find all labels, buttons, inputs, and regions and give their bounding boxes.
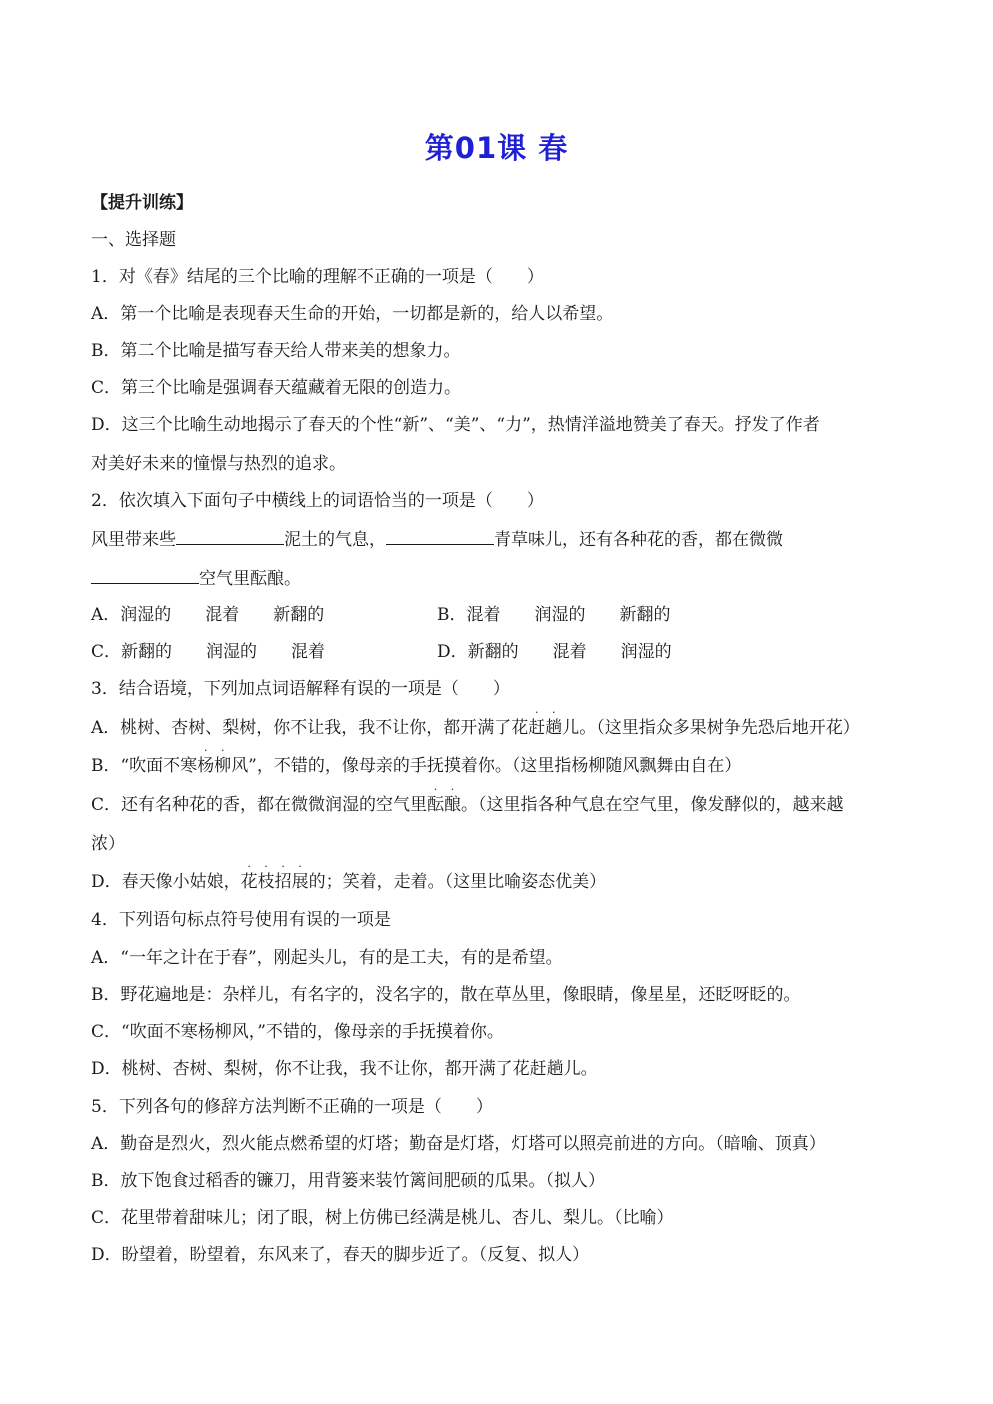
q5-option-c: C．花里带着甜味儿；闭了眼，树上仿佛已经满是桃儿、杏儿、梨儿。（比喻） bbox=[91, 1208, 674, 1228]
q3-stem: 3．结合语境，下列加点词语解释有误的一项是（ ） bbox=[91, 679, 510, 699]
q3-a-note: 儿。（这里指众多果树争先恐后地开花） bbox=[562, 718, 860, 738]
q3-b-text: B．“吹面不寒 bbox=[91, 756, 198, 776]
q5-option-d: D．盼望着，盼望着，东风来了，春天的脚步近了。（反复、拟人） bbox=[91, 1245, 590, 1265]
q1-option-c: C．第三个比喻是强调春天蕴藏着无限的创造力。 bbox=[91, 378, 462, 398]
q2-sentence-part2: 泥土的气息， bbox=[284, 530, 386, 550]
dotted-word: · · 杨柳 bbox=[197, 744, 232, 776]
q3-d-note: 的；笑着，走着。（这里比喻姿态优美） bbox=[308, 872, 607, 892]
q3-option-b bbox=[91, 744, 901, 778]
q1-option-a: A．第一个比喻是表现春天生命的开始，一切都是新的，给人以希望。 bbox=[91, 304, 614, 324]
fill-blank-3 bbox=[91, 566, 199, 584]
q3-option-c bbox=[91, 783, 901, 817]
q4-option-a: A．“一年之计在于春”，刚起头儿，有的是工夫，有的是希望。 bbox=[91, 948, 563, 968]
dotted-word-text: 杨柳 bbox=[197, 756, 232, 776]
q3-a-text: A．桃树、杏树、梨树，你不让我，我不让你，都开满了花 bbox=[91, 718, 529, 738]
q5-option-b: B．放下饱食过稻香的镰刀，用背篓来装竹篱间肥硕的瓜果。（拟人） bbox=[91, 1171, 605, 1191]
dotted-word-text: 酝酿 bbox=[427, 795, 462, 815]
q3-d-text: D．春天像小姑娘， bbox=[91, 872, 241, 892]
q2-stem: 2．依次填入下面句子中横线上的词语恰当的一项是（ ） bbox=[91, 491, 544, 511]
q2-sentence-part4: 空气里酝酿。 bbox=[199, 569, 301, 589]
section-label: 【提升训练】 bbox=[91, 193, 193, 213]
q2-sentence-part3: 青草味儿，还有各种花的香，都在微微 bbox=[494, 530, 783, 550]
dotted-word: · · 赶趟 bbox=[528, 706, 563, 738]
q2-option-b: B．混着 润湿的 新翻的 bbox=[437, 605, 671, 625]
fill-blank-2 bbox=[386, 527, 494, 545]
q3-option-d bbox=[91, 860, 901, 894]
fill-blank-1 bbox=[176, 527, 284, 545]
q3-b-note: 风”，不错的，像母亲的手抚摸着你。（这里指杨柳随风飘舞由自在） bbox=[231, 756, 742, 776]
q2-option-d: D．新翻的 混着 润湿的 bbox=[437, 642, 672, 662]
q5-stem: 5．下列各句的修辞方法判断不正确的一项是（ ） bbox=[91, 1097, 493, 1117]
q2-sentence-line1 bbox=[91, 527, 901, 552]
q2-options-row1 bbox=[91, 603, 901, 627]
q1-stem: 1．对《春》结尾的三个比喻的理解不正确的一项是（ ） bbox=[91, 267, 544, 287]
dotted-word: · · · · 花枝招展 bbox=[240, 860, 309, 892]
q1-option-d-line1: D．这三个比喻生动地揭示了春天的个性“新”、“美”、“力”，热情洋溢地赞美了春天。抒发了作者 bbox=[91, 415, 820, 435]
q1-option-d-line2: 对美好未来的憧憬与热烈的追求。 bbox=[91, 454, 346, 474]
q3-option-c-line2: 浓） bbox=[91, 834, 125, 854]
q4-stem: 4．下列语句标点符号使用有误的一项是 bbox=[91, 910, 391, 930]
q4-option-c: C．“吹面不寒杨柳风，”不错的，像母亲的手抚摸着你。 bbox=[91, 1022, 504, 1042]
q2-sentence-line2 bbox=[91, 566, 901, 591]
q2-options-row2 bbox=[91, 640, 901, 664]
page-title: 第01课 春 bbox=[424, 131, 569, 165]
q3-c-text: C．还有名种花的香，都在微微润湿的空气里 bbox=[91, 795, 428, 815]
q1-option-b: B．第二个比喻是描写春天给人带来美的想象力。 bbox=[91, 341, 461, 361]
dotted-word: · · 酝酿 bbox=[427, 783, 462, 815]
q2-sentence-part1: 风里带来些 bbox=[91, 530, 176, 550]
q2-option-a: A．润湿的 混着 新翻的 bbox=[91, 605, 325, 625]
part-title: 一、选择题 bbox=[91, 230, 176, 250]
q3-option-a bbox=[91, 706, 901, 740]
q5-option-a: A．勤奋是烈火，烈火能点燃希望的灯塔；勤奋是灯塔，灯塔可以照亮前进的方向。（暗喻、顶真） bbox=[91, 1134, 826, 1154]
q2-option-c: C．新翻的 润湿的 混着 bbox=[91, 642, 326, 662]
dotted-word-text: 花枝招展 bbox=[240, 872, 309, 892]
dotted-word-text: 赶趟 bbox=[528, 718, 563, 738]
q4-option-b: B．野花遍地是：杂样儿，有名字的，没名字的，散在草丛里，像眼睛，像星星，还眨呀眨的。 bbox=[91, 985, 801, 1005]
q4-option-d: D．桃树、杏树、梨树，你不让我，我不让你，都开满了花赶趟儿。 bbox=[91, 1059, 598, 1079]
q3-c-note: 。（这里指各种气息在空气里，像发酵似的，越来越 bbox=[461, 795, 844, 815]
